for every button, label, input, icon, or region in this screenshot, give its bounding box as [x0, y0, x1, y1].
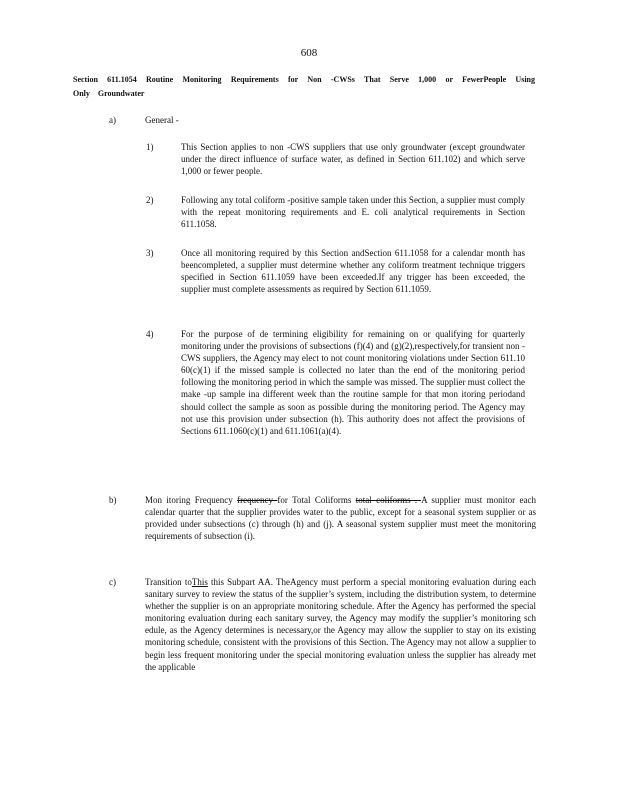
paragraph-label: 1)	[146, 142, 154, 152]
amended-text: Mon itoring Frequency	[145, 495, 238, 505]
struck-text: total coliforms .	[355, 495, 422, 505]
paragraph-label: 2)	[146, 195, 154, 205]
section-heading: Section 611.1054 Routine Monitoring Requirements for Non -CWSs That Serve 1,000 or FewerPeople Using Only Groundwater	[73, 75, 535, 98]
inserted-text: This	[191, 577, 208, 587]
subsection-b-text	[145, 494, 536, 542]
paragraph-label: 4)	[146, 329, 154, 339]
paragraph-text: Once all monitoring required by this Section andSection 611.1058 for a calendar month has beencompleted, a supplier must determine whether any coliform treatment technique triggers specified in Section 611.1059 have been exceeded.If any trigger has been exceeded, the supplier must complete assessments as required by Section 611.1059.	[181, 248, 525, 295]
subsection-a-label: a)	[109, 115, 116, 125]
struck-text: frequency	[237, 495, 278, 505]
paragraph-label: 3)	[146, 248, 154, 258]
subsection-c-label: c)	[109, 577, 116, 587]
page-number: 608	[300, 47, 318, 59]
amended-text: this Subpart AA. TheAgency must perform a special monitoring evaluation during each sanitary survey to review the status of the supplier’s system, including the distribution system, to determine whether the supplier is on an appropriate monitoring schedule. After the Agency has performed the special monitoring evaluation during each sanitary survey, the Agency may modify the supplier’s monitoring sch edule, as the Agency determines is necessary,or the Agency may allow the supplier to stay on its existing monitoring schedule, consistent with the provisions of this Section. The Agency may not allow a supplier to begin less frequent monitoring under the special monitoring evaluation unless the supplier has already met the applicable	[145, 577, 536, 672]
subsection-b-label: b)	[109, 495, 117, 505]
paragraph-text: For the purpose of de termining eligibility for remaining on or qualifying for quarterly monitoring under the provisions of subsections (f)(4) and (g)(2),respectively,for transient non - CWS suppliers, the Agency may elect to not count monitoring violations under Section 611.10 60(c)(1) if the missed sample is collected no later than the end of the monitoring period following the monitoring period in which the sample was missed. The supplier must collect the make -up sample ina different week than the routine sample for that mon itoring periodand should collect the sample as soon as possible during the monitoring period. The Agency may not use this provision under subsection (h). This authority does not affect the provisions of Sections 611.1060(c)(1) and 611.1061(a)(4).	[181, 329, 525, 436]
subsection-c-text	[145, 576, 536, 673]
amended-text: for Total Coliforms	[277, 495, 356, 505]
amended-text: A supplier must monitor each calendar quarter that the supplier provides water to the public, except for a seasonal system supplier or as provided under subsections (c) through (h) and (j). A seasonal system supplier must meet the monitoring requirements of subsection (i).	[145, 495, 536, 542]
paragraph-text: Following any total coliform -positive sample taken under this Section, a supplier must comply with the repeat monitoring requirements and E. coli analytical requirements in Section 611.1058.	[181, 195, 525, 230]
paragraph-text: This Section applies to non -CWS suppliers that use only groundwater (except groundwater under the direct influence of surface water, as defined in Section 611.102) and which serve 1,000 or fewer people.	[181, 142, 525, 177]
subsection-a-title: General -	[145, 115, 179, 125]
amended-text: Transition to	[145, 577, 192, 587]
